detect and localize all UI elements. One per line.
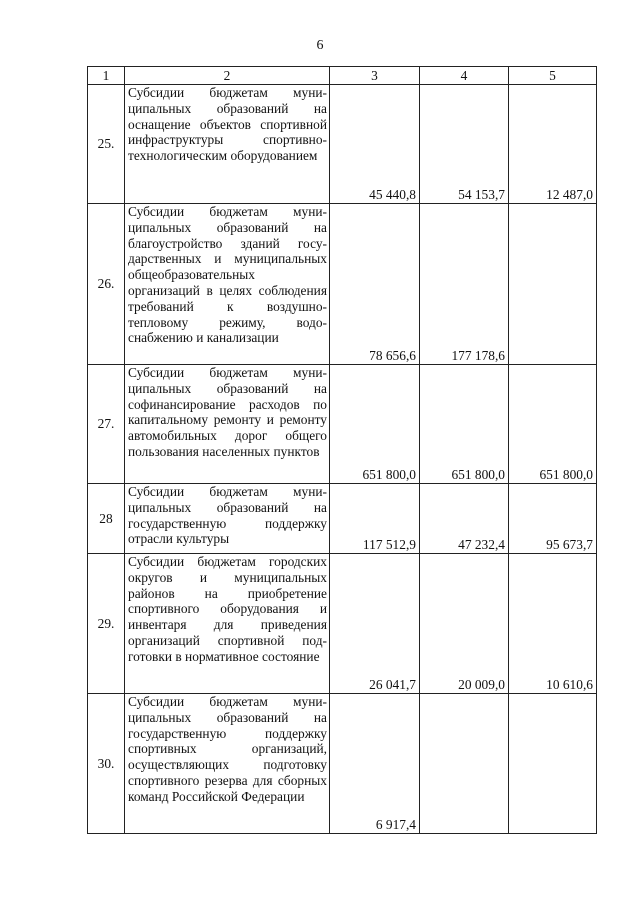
value-col-5: 12 487,0 bbox=[509, 85, 597, 204]
row-description: Субсидии бюджетам муниципальных образований на государственную поддержку спортивных организаций, осуществляющих подготовку спортивного резерва для сборных команд Российской Федерации bbox=[125, 694, 330, 834]
column-header: 1 bbox=[88, 67, 125, 85]
table-row bbox=[88, 365, 597, 484]
value-col-4: 651 800,0 bbox=[420, 365, 509, 484]
row-number: 28 bbox=[88, 484, 125, 554]
page-number: 6 bbox=[316, 38, 324, 53]
table-header-row bbox=[88, 67, 597, 85]
table-row bbox=[88, 694, 597, 834]
row-description: Субсидии бюджетам муниципальных образований на благоустройство зданий государственных и муниципальных общеобразовательных организаций в целях соблюдения требований к воздушно-тепловому режиму, водоснабжению и канализации bbox=[125, 204, 330, 365]
column-header: 2 bbox=[125, 67, 330, 85]
value-col-5 bbox=[509, 694, 597, 834]
column-header: 5 bbox=[509, 67, 597, 85]
value-col-5: 651 800,0 bbox=[509, 365, 597, 484]
value-col-4: 47 232,4 bbox=[420, 484, 509, 554]
row-number: 29. bbox=[88, 554, 125, 694]
value-col-3: 651 800,0 bbox=[330, 365, 420, 484]
table-row bbox=[88, 554, 597, 694]
row-number: 30. bbox=[88, 694, 125, 834]
row-number: 26. bbox=[88, 204, 125, 365]
value-col-5: 10 610,6 bbox=[509, 554, 597, 694]
subsidies-table bbox=[87, 66, 597, 834]
row-number: 27. bbox=[88, 365, 125, 484]
value-col-3: 26 041,7 bbox=[330, 554, 420, 694]
row-number: 25. bbox=[88, 85, 125, 204]
value-col-4: 20 009,0 bbox=[420, 554, 509, 694]
value-col-4 bbox=[420, 694, 509, 834]
value-col-5 bbox=[509, 204, 597, 365]
column-header: 3 bbox=[330, 67, 420, 85]
row-description: Субсидии бюджетам муниципальных образований на софинансирование расходов по капитальному ремонту и ремонту автомобильных дорог общего пользования населенных пунктов bbox=[125, 365, 330, 484]
value-col-4: 177 178,6 bbox=[420, 204, 509, 365]
row-description: Субсидии бюджетам муниципальных образований на государственную поддержку отрасли культуры bbox=[125, 484, 330, 554]
table-row bbox=[88, 484, 597, 554]
value-col-3: 6 917,4 bbox=[330, 694, 420, 834]
value-col-5: 95 673,7 bbox=[509, 484, 597, 554]
value-col-3: 45 440,8 bbox=[330, 85, 420, 204]
column-header: 4 bbox=[420, 67, 509, 85]
row-description: Субсидии бюджетам городских округов и муниципальных районов на приобретение спортивного оборудования и инвентаря для приведения организаций спортивной подготовки в нормативное состояние bbox=[125, 554, 330, 694]
row-description: Субсидии бюджетам муниципальных образований на оснащение объектов спортивной инфраструктуры спортивно-технологическим оборудованием bbox=[125, 85, 330, 204]
value-col-3: 117 512,9 bbox=[330, 484, 420, 554]
value-col-3: 78 656,6 bbox=[330, 204, 420, 365]
table-row bbox=[88, 85, 597, 204]
value-col-4: 54 153,7 bbox=[420, 85, 509, 204]
table-row bbox=[88, 204, 597, 365]
